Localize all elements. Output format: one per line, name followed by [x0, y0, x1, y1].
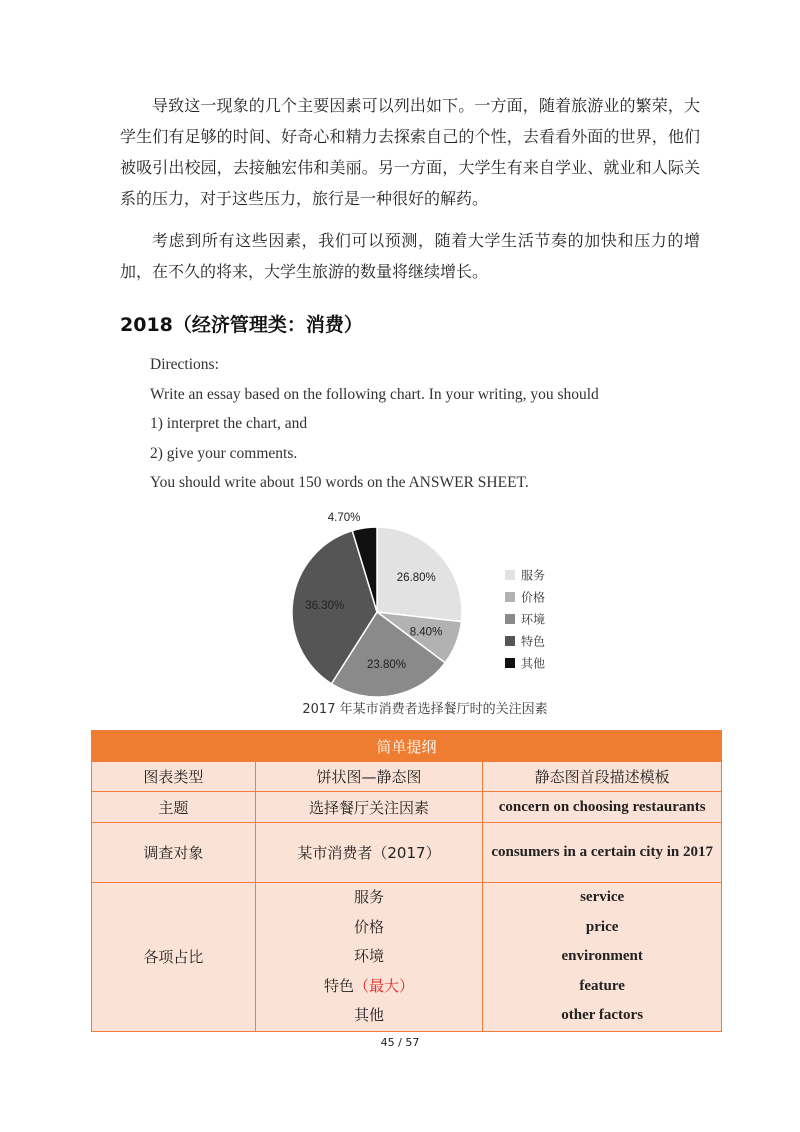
- legend-swatch: [505, 636, 515, 646]
- factor-en: feature: [579, 977, 625, 994]
- table-header: 简单提纲: [92, 731, 722, 762]
- table-cell: 主题: [92, 792, 256, 823]
- section-title: 2018（经济管理类：消费）: [120, 314, 363, 336]
- legend-label: 价格: [521, 590, 546, 605]
- slice-label: 36.30%: [305, 599, 345, 612]
- table-header-row: [92, 731, 722, 762]
- slice-label: 8.40%: [409, 626, 443, 639]
- table-cell: 图表类型: [92, 762, 256, 792]
- page-number: 45 / 57: [380, 1036, 420, 1049]
- factor-en: environment: [561, 948, 643, 964]
- table-cell-factors-en: [483, 883, 722, 1032]
- table-cell: 静态图首段描述模板: [483, 762, 722, 792]
- factor-en: price: [585, 918, 619, 935]
- largest-note: （最大）: [353, 976, 414, 995]
- directions-line: 2) give your comments.: [150, 444, 298, 462]
- paragraph-factors: 导致这一现象的几个主要因素可以列出如下。一方面，随着旅游业的繁荣，大学生们有足够的时间、好奇心和精力去探索自己的个性，去看看外面的世界，他们被吸引出校园，去接触宏伟和美丽。另一方面，大学生有来自学业、就业和人际关系的压力，对于这些压力，旅行是一种很好的解药。: [120, 96, 700, 208]
- factor-en: other factors: [561, 1007, 644, 1023]
- table-cell-factors-cn: [255, 883, 483, 1032]
- legend-swatch: [505, 570, 515, 580]
- table-row: [92, 823, 722, 883]
- directions-line: Write an essay based on the following chart. In your writing, you should: [150, 385, 599, 403]
- factor-cn: 价格: [353, 917, 384, 936]
- directions-line: 1) interpret the chart, and: [150, 415, 308, 432]
- legend-swatch: [505, 614, 515, 624]
- slice-label: 26.80%: [396, 571, 436, 584]
- legend-label: 服务: [521, 568, 546, 583]
- outline-table: [91, 730, 722, 1032]
- factor-cn: [256, 972, 483, 1002]
- table-cell: consumers in a certain city in 2017: [483, 823, 722, 883]
- paragraph-prediction: 考虑到所有这些因素，我们可以预测，随着大学生活节奏的加快和压力的增加，在不久的将来，大学生旅游的数量将继续增长。: [120, 231, 700, 281]
- table-cell: 各项占比: [92, 883, 256, 1032]
- legend-swatch: [505, 592, 515, 602]
- legend-label: 环境: [521, 612, 546, 627]
- factor-cn: 服务: [353, 888, 384, 906]
- table-cell: concern on choosing restaurants: [483, 792, 722, 823]
- factor-cn: 环境: [353, 947, 384, 965]
- table-cell: 调查对象: [92, 823, 256, 883]
- factor-en: service: [580, 889, 625, 905]
- legend-label: 特色: [521, 634, 546, 649]
- factor-cn-text: 特色: [323, 976, 354, 995]
- legend-label: 其他: [521, 656, 546, 671]
- directions-line: You should write about 150 words on the ANSWER SHEET.: [150, 474, 529, 491]
- table-row: [92, 762, 722, 792]
- table-cell: 选择餐厅关注因素: [255, 792, 483, 823]
- table-cell: 饼状图—静态图: [255, 762, 483, 792]
- factor-cn: 其他: [353, 1006, 384, 1024]
- directions-label: Directions:: [150, 356, 219, 373]
- table-row: [92, 792, 722, 823]
- table-row: [92, 883, 722, 1032]
- table-cell: 某市消费者（2017）: [255, 823, 483, 883]
- slice-label: 4.70%: [327, 512, 361, 524]
- slice-label: 23.80%: [366, 658, 407, 671]
- chart-caption: 2017 年某市消费者选择餐厅时的关注因素: [302, 702, 548, 717]
- legend-swatch: [505, 658, 515, 668]
